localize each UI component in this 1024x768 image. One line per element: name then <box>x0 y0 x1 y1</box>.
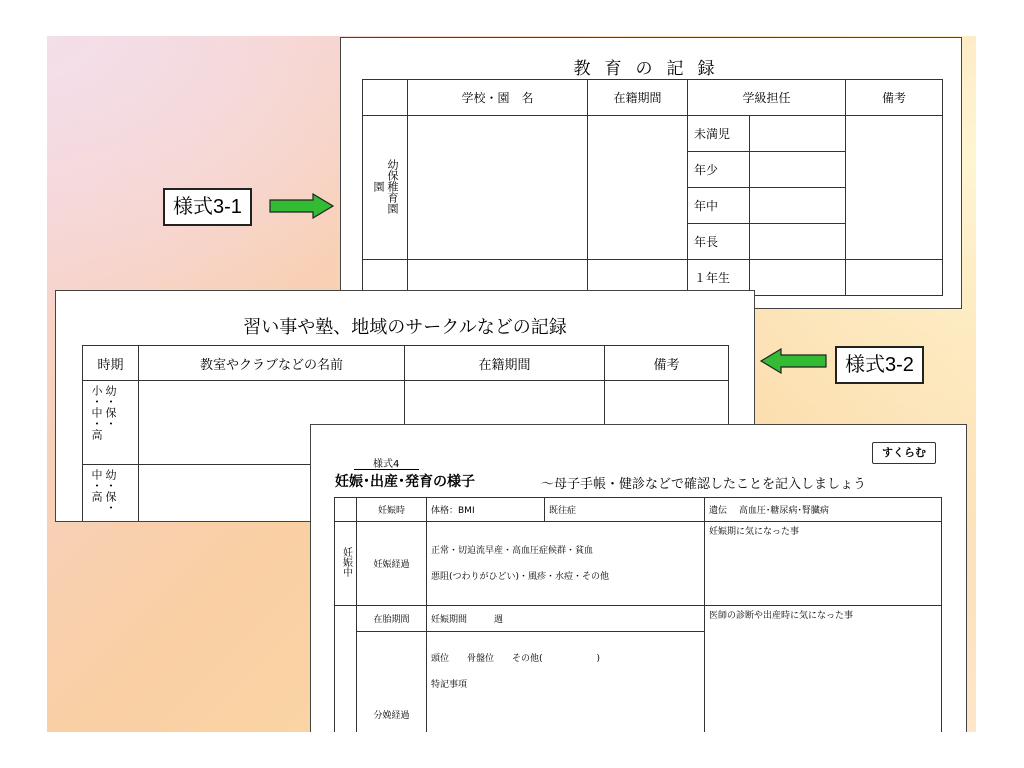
remarks-cell <box>846 116 943 260</box>
birth-column <box>335 606 357 733</box>
pregnancy-subheading: ～母子手帳・健診などで確認したことを記入しましょう <box>541 477 867 492</box>
header-enrollment: 在籍期間 <box>405 346 605 381</box>
pregnancy-course-label: 妊娠経過 <box>357 522 427 606</box>
pregnancy-record-form <box>310 424 967 732</box>
school-name-cell <box>408 116 588 260</box>
header-school-name: 学校・園 名 <box>408 80 588 116</box>
delivery-label: 分娩経過 <box>357 632 427 733</box>
sukuramu-logo: すくらむ <box>872 442 936 464</box>
grade-label: 年中 <box>688 188 750 224</box>
pregnancy-column <box>335 522 357 606</box>
lessons-record-title: 習い事や塾、地域のサークルなどの記録 <box>243 317 567 338</box>
notes-line: 特記事項 <box>431 680 468 690</box>
pregnancy-heading: 妊娠･出産･発育の様子 <box>335 474 475 490</box>
delivery-cell <box>427 632 705 733</box>
label-form-3-2: 様式3-2 <box>835 346 924 384</box>
header-empty <box>363 80 408 116</box>
label-form-3-1: 様式3-1 <box>163 188 252 226</box>
pregnancy-column-label: 妊娠中 <box>340 547 352 577</box>
education-record-form <box>340 37 962 309</box>
remarks-cell <box>846 260 943 296</box>
slide-background <box>47 36 976 732</box>
form-number: 様式4 <box>373 459 400 470</box>
body-type-cell: 体格：BMI <box>427 498 545 522</box>
kindergarten-cell <box>363 116 408 260</box>
education-record-table <box>362 79 943 296</box>
pregnancy-table <box>334 497 942 732</box>
corner-cell <box>335 498 357 522</box>
form-underline <box>354 469 419 470</box>
teacher-cell <box>750 260 846 296</box>
header-class-name: 教室やクラブなどの名前 <box>139 346 405 381</box>
period-cell <box>83 465 139 523</box>
doctor-note-cell: 医師の診断や出産時に気になった事 <box>705 606 942 733</box>
grade-label: 年少 <box>688 152 750 188</box>
header-remarks: 備考 <box>846 80 943 116</box>
teacher-cell <box>750 152 846 188</box>
arrow-right-icon <box>269 193 335 219</box>
gestation-cell: 妊娠期間 週 <box>427 606 705 632</box>
period-label: 幼・保・中・高 <box>90 469 117 513</box>
medical-history-cell: 既往症 <box>545 498 705 522</box>
header-remarks: 備考 <box>605 346 729 381</box>
enrollment-cell <box>588 116 688 260</box>
header-homeroom-teacher: 学級担任 <box>688 80 846 116</box>
teacher-cell <box>750 224 846 260</box>
heredity-cell: 遺伝 高血圧･糖尿病･腎臓病 <box>705 498 942 522</box>
pregnancy-course-line2: 悪阻(つわりがひどい)・風疹・水痘・その他 <box>431 571 610 582</box>
header-enrollment-period: 在籍期間 <box>588 80 688 116</box>
gestation-label: 在胎期間 <box>357 606 427 632</box>
pregnancy-course-line1: 正常・切迫流早産・高血圧症候群・貧血 <box>431 545 594 556</box>
arrow-left-icon <box>759 348 827 374</box>
kindergarten-label: 幼保稚育園園 <box>372 158 399 214</box>
teacher-cell <box>750 188 846 224</box>
pregnancy-course-cell <box>427 522 705 606</box>
teacher-cell <box>750 116 846 152</box>
grade-label: １年生 <box>688 260 750 296</box>
grade-label: 年長 <box>688 224 750 260</box>
header-period: 時期 <box>83 346 139 381</box>
pregnancy-time-label: 妊娠時 <box>357 498 427 522</box>
pregnancy-concern-cell: 妊娠期に気になった事 <box>705 522 942 606</box>
education-record-title: 教育の記録 <box>573 59 729 79</box>
presentation-line: 頭位 骨盤位 その他( ) <box>431 654 601 664</box>
grade-label: 未満児 <box>688 116 750 152</box>
period-cell <box>83 381 139 465</box>
period-label: 幼・保・小・中・高 <box>90 385 117 440</box>
